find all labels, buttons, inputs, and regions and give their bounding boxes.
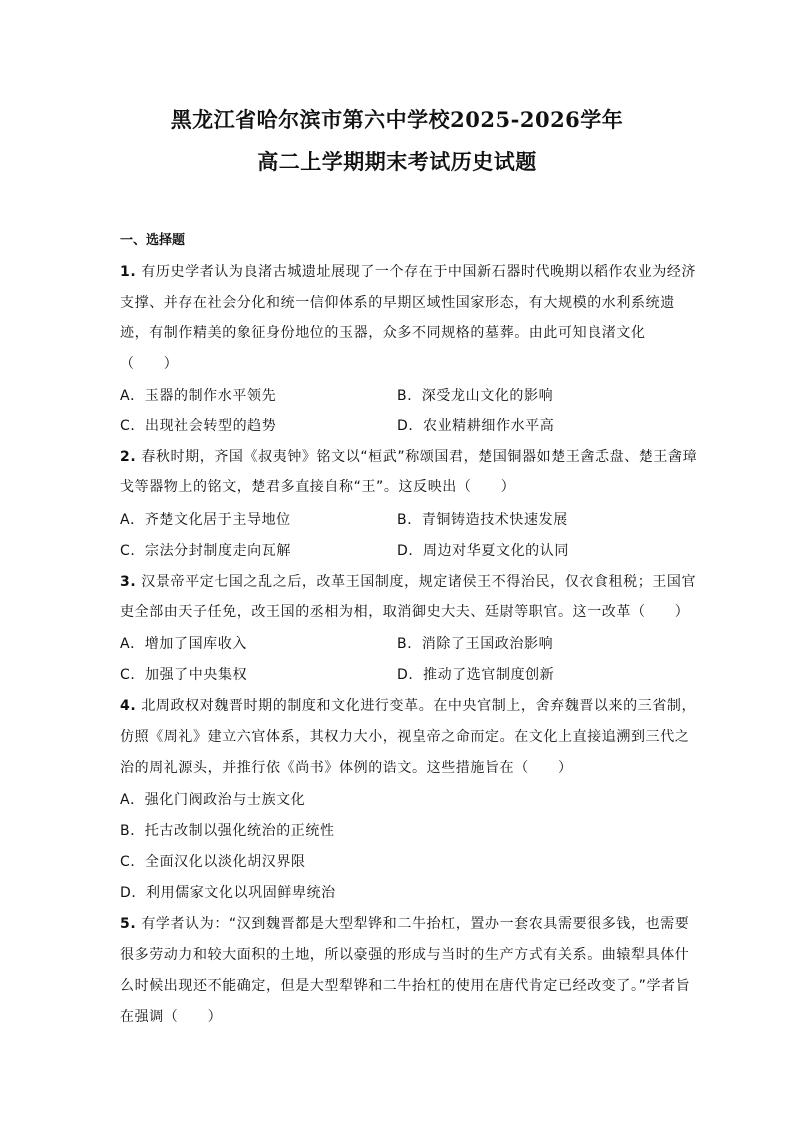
question-1-line-2: 支撑、并存在社会分化和统一信仰体系的早期区域性国家形态，有大规模的水利系统遗 — [120, 295, 675, 311]
question-4-option-b: B．托古改制以强化统治的正统性 — [120, 823, 335, 839]
exam-title-line2: 高二上学期期末考试历史试题 — [257, 149, 537, 174]
question-2-line-2: 戈等器物上的铭文，楚君多直接自称“王”。这反映出（ ） — [120, 479, 516, 495]
question-3-line-2: 吏全部由天子任免，改王国的丞相为相，取消御史大夫、廷尉等职官。这一改革（ ） — [120, 604, 690, 620]
question-5-number: 5. — [120, 916, 137, 932]
question-2-option-d: D．周边对华夏文化的认同 — [397, 543, 569, 559]
question-2-number: 2. — [120, 449, 137, 465]
exam-title-line1: 黑龙江省哈尔滨市第六中学校2025-2026学年 — [170, 107, 624, 132]
question-5-line-1: 5. 有学者认为：“汉到魏晋都是大型犁铧和二牛抬杠，置办一套农具需要很多钱，也需要 — [120, 916, 690, 932]
question-2-line-1: 2. 春秋时期，齐国《叔夷钟》铭文以“桓武”称颂国君，楚国铜器如楚王酓忎盘、楚王酓璋 — [120, 449, 698, 465]
question-3-option-c: C．加强了中央集权 — [120, 667, 248, 683]
question-2-option-a: A．齐楚文化居于主导地位 — [120, 512, 291, 528]
question-4-line-2: 仿照《周礼》建立六官体系，其权力大小，视皇帝之命而定。在文化上直接追溯到三代之 — [120, 729, 690, 745]
question-1-line-1: 1. 有历史学者认为良渚古城遗址展现了一个存在于中国新石器时代晚期以稻作农业为经济 — [120, 264, 697, 280]
question-4-line-3: 治的周礼源头，并推行依《尚书》体例的诰文。这些措施旨在（ ） — [120, 760, 573, 776]
question-5-line-4: 在强调（ ） — [120, 1009, 223, 1025]
question-1-option-b: B．深受龙山文化的影响 — [397, 388, 554, 404]
question-2-option-c: C．宗法分封制度走向瓦解 — [120, 543, 291, 559]
question-3-line-1: 3. 汉景帝平定七国之乱之后，改革王国制度，规定诸侯王不得治民，仅衣食租税；王国官 — [120, 574, 697, 590]
question-5-line-2: 很多劳动力和较大面积的土地，所以豪强的形成与当时的生产方式有关系。曲辕犁具体什 — [120, 947, 690, 963]
question-4-option-c: C．全面汉化以淡化胡汉界限 — [120, 854, 306, 870]
question-4-line-1: 4. 北周政权对魏晋时期的制度和文化进行变革。在中央官制上，舍弃魏晋以来的三省制， — [120, 698, 697, 714]
question-1-line-3: 迹，有制作精美的象征身份地位的玉器，众多不同规格的墓葬。由此可知良渚文化 — [120, 325, 646, 341]
question-3-option-a: A．增加了国库收入 — [120, 636, 247, 652]
question-4-number: 4. — [120, 698, 137, 714]
question-3-number: 3. — [120, 574, 137, 590]
question-1-number: 1. — [120, 264, 137, 280]
question-3-option-d: D．推动了选官制度创新 — [397, 667, 555, 683]
question-1-option-c: C．出现社会转型的趋势 — [120, 418, 277, 434]
question-2-option-b: B．青铜铸造技术快速发展 — [397, 512, 568, 528]
section-heading: 一、选择题 — [120, 233, 186, 248]
question-5-line-3: 么时候出现还不能确定，但是大型犁铧和二牛抬杠的使用在唐代肯定已经改变了。”学者旨 — [120, 978, 691, 994]
question-4-option-a: A．强化门阀政治与士族文化 — [120, 792, 306, 808]
question-1-answer-blank: （ ） — [120, 356, 179, 372]
question-4-option-d: D．利用儒家文化以巩固鲜卑统治 — [120, 885, 336, 901]
question-1-option-a: A．玉器的制作水平领先 — [120, 388, 277, 404]
question-3-option-b: B．消除了王国政治影响 — [397, 636, 554, 652]
question-1-option-d: D．农业精耕细作水平高 — [397, 418, 555, 434]
